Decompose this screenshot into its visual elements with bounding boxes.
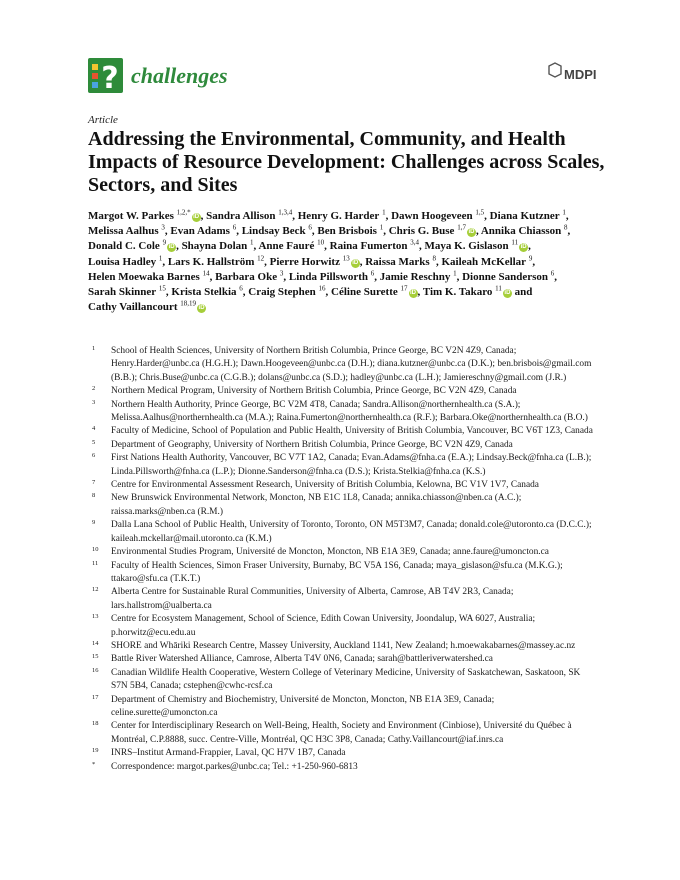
affiliation-item bbox=[88, 492, 598, 519]
affiliation-number: 2 bbox=[92, 385, 96, 393]
author-name: Pierre Horwitz bbox=[269, 255, 340, 268]
affiliation-text: Dalla Lana School of Public Health, University of Toronto, Toronto, ON M5T3M7, Canada; donald.cole@utoronto.ca (D.C.C.); kaileah.mckellar@mail.utoronto.ca (K.M.) bbox=[111, 520, 592, 544]
author-affiliation-marker: 12 bbox=[257, 253, 265, 262]
affiliation-text: Centre for Environmental Assessment Research, University of British Columbia, Kelowna, BC V1V 1V7, Canada bbox=[111, 480, 539, 491]
author-affiliation-marker: 6 bbox=[239, 284, 243, 293]
affiliation-item bbox=[88, 452, 598, 479]
author-name: Barbara Oke bbox=[215, 270, 278, 283]
author-name: Céline Surette bbox=[331, 286, 398, 299]
author-name: Jamie Reschny bbox=[379, 270, 451, 283]
affiliation-number: 15 bbox=[92, 653, 99, 661]
affiliation-item bbox=[88, 345, 598, 385]
author[interactable] bbox=[242, 225, 312, 237]
author-name: Sandra Allison bbox=[206, 210, 276, 222]
author-affiliation-marker: 6 bbox=[550, 269, 555, 278]
author-affiliation-marker: 6 bbox=[308, 223, 312, 232]
author-name: Craig Stephen bbox=[248, 286, 316, 299]
affiliation-number: 14 bbox=[92, 639, 99, 647]
author-name: Tim K. Takaro bbox=[422, 286, 493, 299]
orcid-icon[interactable]: iD bbox=[352, 259, 359, 266]
author[interactable] bbox=[365, 253, 436, 268]
author-name: Maya K. Gislason bbox=[424, 240, 509, 253]
affiliation-text: New Brunswick Environmental Network, Moncton, NB E1C 1L8, Canada; annika.chiasson@nben.ca (A.C.); raissa.marks@nben.ca (R.M.) bbox=[111, 493, 522, 517]
orcid-icon[interactable]: iD bbox=[504, 290, 511, 297]
author-affiliation-marker: 3 bbox=[161, 223, 165, 232]
author-affiliation-marker: 1 bbox=[382, 208, 386, 217]
author[interactable] bbox=[441, 253, 533, 268]
author-affiliation-marker: 15 bbox=[158, 284, 166, 293]
affiliation-text: SHORE and Whāriki Research Centre, Massey University, Auckland 1141, New Zealand; h.moewakabarnes@massey.ac.nz bbox=[111, 640, 576, 651]
affiliation-number: 9 bbox=[92, 519, 96, 527]
author[interactable] bbox=[289, 271, 374, 283]
author[interactable] bbox=[182, 240, 254, 252]
affiliation-text: Alberta Centre for Sustainable Rural Communities, University of Alberta, Camrose, AB T4V 2R3, Canada; lars.hallstrom@ualberta.ca bbox=[111, 587, 514, 611]
author-name: Helen Moewaka Barnes bbox=[88, 270, 200, 283]
author-name: Krista Stelkia bbox=[171, 286, 237, 299]
affiliation-text: School of Health Sciences, University of Northern British Columbia, Prince George, BC V2N 4Z9, Canada; Henry.Harder@unbc.ca (H.G.H.); Dawn.Hoogeveen@unbc.ca (D.H.); diana.kutzner@unbc.ca (D.K.); ben.brisbois@gmail.com (B.B.); Chris.Buse@unbc.ca (C.G.B.); dolans@unbc.ca (S.D.); hadley@unbc.ca (L.H.); Jamiereschny@gmail.com (J.R.) bbox=[111, 346, 592, 383]
orcid-icon[interactable]: iD bbox=[410, 290, 416, 297]
author[interactable] bbox=[248, 286, 325, 298]
author-affiliation-marker: 1,2,* bbox=[176, 208, 191, 217]
author[interactable] bbox=[269, 253, 360, 268]
author-affiliation-marker: 11 bbox=[495, 284, 502, 293]
author-name: Ben Brisbois bbox=[317, 225, 377, 238]
article-type: Article bbox=[88, 114, 118, 126]
author[interactable] bbox=[206, 210, 292, 222]
affiliation-text: Faculty of Health Sciences, Simon Fraser University, Burnaby, BC V5A 1S6, Canada; maya_gislason@sfu.ca (M.K.G.); ttakaro@sfu.ca (T.K.T.) bbox=[111, 560, 563, 584]
author-affiliation-marker: 14 bbox=[202, 269, 210, 278]
affiliation-item bbox=[88, 667, 598, 694]
affiliation-text: Department of Geography, University of Northern British Columbia, Prince George, BC V2N 4Z9, Canada bbox=[111, 439, 513, 450]
affiliation-number: 13 bbox=[92, 613, 99, 621]
svg-text:?: ? bbox=[101, 61, 119, 96]
author[interactable] bbox=[317, 225, 383, 237]
affiliation-number: 10 bbox=[92, 546, 99, 554]
author-affiliation-marker: 9 bbox=[528, 253, 533, 262]
author-affiliation-marker: 1 bbox=[250, 238, 254, 247]
orcid-icon[interactable]: iD bbox=[520, 244, 527, 251]
author-affiliation-marker: 8 bbox=[432, 253, 436, 262]
author-affiliation-marker: 10 bbox=[317, 238, 325, 247]
affiliation-number: 1 bbox=[92, 345, 96, 352]
author[interactable] bbox=[215, 271, 283, 283]
affiliation-item bbox=[88, 425, 598, 438]
affiliation-text: Northern Medical Program, University of Northern British Columbia, Prince George, BC V2N 4Z9, Canada bbox=[111, 386, 517, 397]
orcid-icon[interactable]: iD bbox=[198, 305, 205, 312]
author[interactable] bbox=[88, 225, 165, 237]
orcid-icon[interactable]: iD bbox=[468, 229, 475, 236]
author-name: Evan Adams bbox=[170, 225, 230, 238]
author[interactable] bbox=[425, 240, 529, 252]
author-affiliation-marker: 16 bbox=[318, 284, 326, 293]
affiliation-item bbox=[88, 586, 598, 613]
author-name: Shayna Dolan bbox=[181, 240, 248, 253]
author-affiliation-marker: 13 bbox=[342, 253, 350, 262]
author-name: Margot W. Parkes bbox=[88, 210, 174, 222]
author[interactable] bbox=[490, 210, 566, 222]
author-name: Diana Kutzner bbox=[489, 210, 560, 222]
author-affiliation-marker: 1,7 bbox=[457, 223, 466, 232]
affiliation-list bbox=[88, 345, 598, 774]
article-title: Addressing the Environmental, Community, and Health Impacts of Resource Development: Challenges across Scales, Sectors, and Sites bbox=[88, 128, 605, 196]
author-name: Anne Fauré bbox=[258, 240, 315, 253]
affiliation-item bbox=[88, 694, 598, 721]
author[interactable] bbox=[88, 210, 201, 222]
author-affiliation-marker: 3 bbox=[279, 269, 284, 278]
author-name: Linda Pillsworth bbox=[288, 270, 369, 283]
affiliation-number: 16 bbox=[92, 666, 99, 674]
author[interactable] bbox=[167, 253, 265, 268]
affiliation-text: Canadian Wildlife Health Cooperative, Western College of Veterinary Medicine, University of Saskatchewan, Saskatoon, SK S7N 5B4, Canada; cstephen@cwhc-rcsf.ca bbox=[111, 667, 581, 692]
affiliation-item bbox=[88, 560, 598, 587]
affiliation-number: 6 bbox=[92, 452, 96, 460]
affiliation-text: Centre for Ecosystem Management, School of Science, Edith Cowan University, Joondalup, WA 6027, Australia; p.horwitz@ecu.edu.au bbox=[111, 614, 536, 638]
author-affiliation-marker: 18,19 bbox=[180, 299, 197, 308]
author-name: Raina Fumerton bbox=[329, 240, 408, 253]
author-name: Henry G. Harder bbox=[297, 210, 380, 222]
author-affiliation-marker: 6 bbox=[232, 223, 237, 232]
author-list: Margot W. Parkes $^{1,2,*}$iD , Sandra Allison $^{1,3,4}$, Henry G. Harder $^1$, Dawn Hoogeveen $^{1,5}$, Diana Kutzner $^1$, Melissa Aalhus $^3$, Evan Adams $^6$, Lindsay Beck $^6$, Ben Brisbois $^1$, Chris G. Buse $^{1,7}$iD , Annika Chiasson $^8$, Donald C. Cole $^9$iD , Shayna Dolan $^1$, Anne Fauré $^{10}$, Raina Fumerton $^{3,4}$, Maya K. Gislason $^{11}$iD , Louisa Hadley $^1$, Lars K. Hallström $^{12}$, Pierre Horwitz $^{13}$iD , Raissa Marks $^8$, Kaileah McKellar $^9$, Helen Moewaka Barnes $^{14}$, Barbara Oke $^3$, Linda Pillsworth $^6$, Jamie Reschny $^1$, Dionne Sanderson $^6$, Sarah Skinner $^{15}$, Krista Stelkia $^6$, Craig Stephen $^{16}$, Céline Surette $^{17}$iD , Tim K. Takaro $^{11}$iD and Cathy Vaillancourt $^{18,19}$iD bbox=[88, 208, 571, 314]
author[interactable] bbox=[331, 286, 417, 298]
author[interactable] bbox=[389, 225, 476, 237]
affiliation-number: 18 bbox=[92, 720, 99, 728]
affiliation-number: 8 bbox=[92, 492, 96, 500]
author[interactable] bbox=[298, 210, 386, 222]
affiliation-item bbox=[88, 385, 598, 398]
author-name: Lindsay Beck bbox=[241, 225, 306, 238]
author[interactable] bbox=[88, 271, 210, 283]
author-affiliation-marker: 3,4 bbox=[410, 238, 420, 247]
affiliation-text: Northern Health Authority, Prince George, BC V2M 4T8, Canada; Sandra.Allison@northernhealth.ca (S.A.); Melissa.Aalhus@northernhealth.ca (M.A.); Raina.Fumerton@northernhealth.ca (R.F.); Barbara.Oke@northernhealth.ca (B.O.) bbox=[111, 399, 588, 424]
author-affiliation-marker: 9 bbox=[162, 238, 167, 247]
affiliation-item bbox=[88, 519, 598, 546]
author[interactable] bbox=[88, 301, 206, 313]
author[interactable] bbox=[462, 271, 554, 283]
affiliation-number: 7 bbox=[92, 479, 96, 487]
affiliation-text: First Nations Health Authority, Vancouver, BC V7T 1A2, Canada; Evan.Adams@fnha.ca (E.A.); Lindsay.Beck@fnha.ca (L.B.); Linda.Pillsworth@fnha.ca (L.P.); Dionne.Sanderson@fnha.ca (D.S.); Krista.Stelkia@fnha.ca (K.S.) bbox=[111, 453, 592, 477]
author-affiliation-marker: 1,5 bbox=[475, 208, 485, 217]
author-affiliation-marker: 1,3,4 bbox=[278, 208, 293, 217]
affiliation-text: Faculty of Medicine, School of Population and Public Health, University of British Columbia, Vancouver, BC V6T 1Z3, Canada bbox=[111, 426, 593, 437]
affiliation-item bbox=[88, 747, 598, 760]
affiliation-number: 11 bbox=[92, 559, 99, 567]
affiliation-number: 3 bbox=[92, 398, 96, 406]
author[interactable] bbox=[391, 210, 484, 222]
author[interactable] bbox=[171, 286, 242, 298]
affiliation-item bbox=[88, 613, 598, 640]
author-affiliation-marker: 17 bbox=[400, 284, 408, 293]
author-affiliation-marker: 8 bbox=[564, 223, 568, 232]
affiliation-text: Department of Chemistry and Biochemistry, Université de Moncton, Moncton, NB E1A 3E9, Canada; celine.surette@umoncton.ca bbox=[111, 694, 495, 718]
author-name: Raissa Marks bbox=[365, 255, 430, 268]
author[interactable] bbox=[481, 225, 568, 237]
author-name: Annika Chiasson bbox=[480, 225, 562, 238]
journal-logo bbox=[88, 58, 228, 96]
affiliation-item bbox=[88, 761, 598, 774]
author-name: Kaileah McKellar bbox=[441, 255, 527, 268]
affiliation-number: 19 bbox=[92, 747, 99, 755]
affiliation-item bbox=[88, 720, 598, 747]
affiliation-item bbox=[88, 399, 598, 426]
author[interactable] bbox=[170, 225, 236, 237]
affiliation-item bbox=[88, 653, 598, 666]
affiliation-text: Center for Interdisciplinary Research on Well-Being, Health, Society and Environment (Cinbiose), Université du Québec à Montréal, C.P.8888, succ. Centre-Ville, Montréal, QC H3C 3P8, Canada; Cathy.Vaillancourt@iaf.inrs.ca bbox=[111, 721, 572, 745]
author-name: Lars K. Hallström bbox=[167, 255, 255, 268]
author-affiliation-marker: 6 bbox=[370, 269, 375, 278]
author[interactable] bbox=[380, 271, 457, 283]
author-affiliation-marker: 1 bbox=[562, 208, 566, 217]
author-name: Chris G. Buse bbox=[388, 225, 455, 238]
author-affiliation-marker: 1 bbox=[379, 223, 384, 232]
author-name: Cathy Vaillancourt bbox=[88, 301, 178, 314]
author-name: Donald C. Cole bbox=[88, 240, 160, 253]
author[interactable] bbox=[88, 240, 176, 252]
affiliation-number: 12 bbox=[92, 586, 99, 594]
affiliation-item bbox=[88, 640, 598, 653]
author[interactable] bbox=[88, 253, 163, 268]
orcid-icon[interactable]: iD bbox=[193, 214, 200, 220]
journal-logo-icon bbox=[88, 58, 123, 96]
affiliation-number: 17 bbox=[92, 693, 99, 701]
author-name: Dawn Hoogeveen bbox=[391, 210, 473, 222]
author-affiliation-marker: 1 bbox=[453, 269, 457, 278]
affiliation-number: 4 bbox=[92, 425, 96, 433]
author-affiliation-marker: 1 bbox=[158, 253, 163, 262]
affiliation-item bbox=[88, 479, 598, 492]
affiliation-item bbox=[88, 546, 598, 559]
author[interactable] bbox=[330, 240, 419, 252]
mdpi-logo bbox=[545, 62, 597, 89]
author-affiliation-marker: 11 bbox=[511, 238, 519, 247]
author-name: Dionne Sanderson bbox=[462, 270, 548, 283]
author[interactable] bbox=[88, 286, 166, 298]
affiliation-item bbox=[88, 439, 598, 452]
publisher-name: MDPI bbox=[564, 67, 597, 82]
affiliation-text: INRS–Institut Armand-Frappier, Laval, QC H7V 1B7, Canada bbox=[111, 748, 346, 759]
affiliation-number: 5 bbox=[92, 438, 96, 446]
author[interactable] bbox=[258, 240, 324, 252]
orcid-icon[interactable]: iD bbox=[168, 244, 175, 251]
author[interactable] bbox=[423, 286, 512, 298]
author-name: Louisa Hadley bbox=[88, 255, 157, 268]
affiliation-text: Correspondence: margot.parkes@unbc.ca; Tel.: +1-250-960-6813 bbox=[111, 761, 358, 772]
author-name: Melissa Aalhus bbox=[88, 225, 159, 238]
affiliation-text: Battle River Watershed Alliance, Camrose, Alberta T4V 0N6, Canada; sarah@battleriverwatershed.ca bbox=[111, 654, 493, 665]
author-name: Sarah Skinner bbox=[88, 286, 157, 299]
affiliation-number: * bbox=[92, 760, 96, 768]
affiliation-text: Environmental Studies Program, Université de Moncton, Moncton, NB E1A 3E9, Canada; anne.faure@umoncton.ca bbox=[111, 547, 549, 558]
journal-name: challenges bbox=[131, 62, 228, 88]
